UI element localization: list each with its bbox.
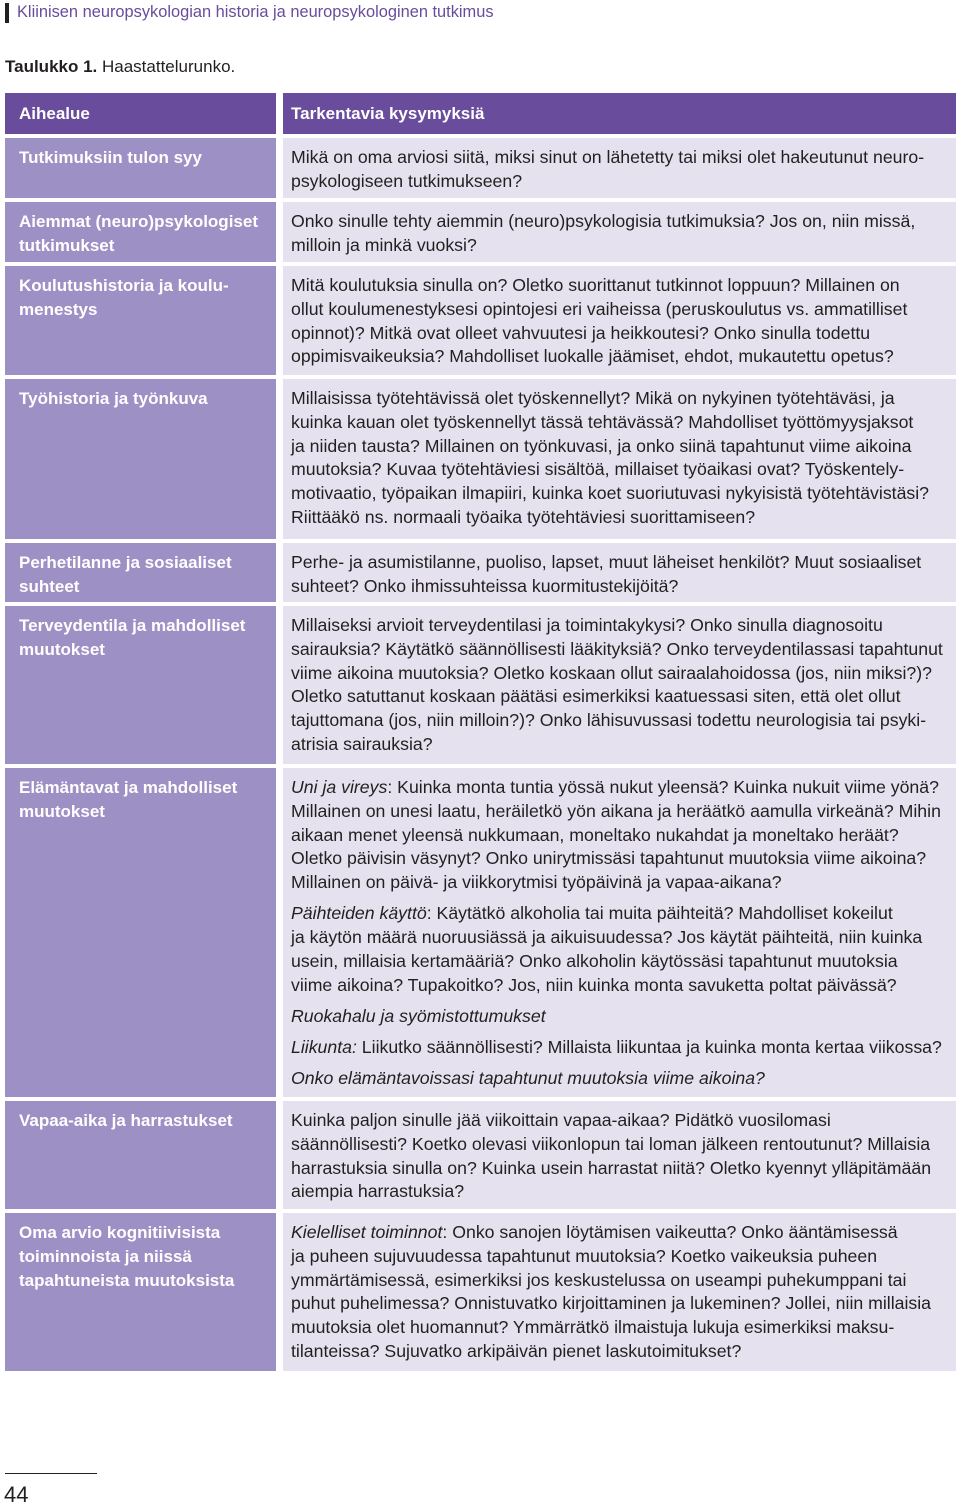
questions-paragraph xyxy=(291,1036,952,1060)
question-line: sairauksia? Käytätkö säännöllisesti lääkityksiä? Onko terveydentilassasi tapahtunut xyxy=(291,638,943,659)
question-line: viime aikoina? Tupakoitko? Jos, niin kuinka monta savuketta poltat päivässä? xyxy=(291,974,897,995)
topic-line: Työhistoria ja työnkuva xyxy=(19,389,208,408)
questions-paragraph xyxy=(291,902,952,997)
table-row xyxy=(5,379,956,539)
questions-cell xyxy=(283,543,956,602)
table-caption-title: Haastattelurunko. xyxy=(102,57,236,76)
question-line: aiempia harrastuksia? xyxy=(291,1181,465,1202)
topic-line: Vapaa-aika ja harrastukset xyxy=(19,1111,233,1130)
question-line xyxy=(291,1036,952,1060)
column-header-questions-label: Tarkentavia kysymyksiä xyxy=(291,104,485,123)
question-line: milloin ja minkä vuoksi? xyxy=(291,234,477,255)
question-line: Millainen on päivä- ja viikkorytmisi työpäivinä ja vapaa-aikana? xyxy=(291,872,782,893)
question-text: : Käytätkö alkoholia tai muita päihteitä? Mahdolliset kokeilut xyxy=(426,903,893,924)
question-line: ollut koulumenestyksesi opintojesi eri vaiheissa (peruskoulutus vs. ammatilliset xyxy=(291,298,908,319)
questions-paragraph xyxy=(291,614,952,757)
question-line: Millainen on unesi laatu, heräiletkö yön aikana ja heräätkö aamulla virkeänä? Mihin xyxy=(291,800,941,821)
question-line xyxy=(291,1221,952,1245)
table-caption-label: Taulukko 1. xyxy=(5,57,98,76)
table-header-row xyxy=(5,93,956,134)
question-text: : Onko sanojen löytämisen vaikeutta? Onko ääntämisessä xyxy=(442,1222,898,1242)
question-line: Oletko päivisin väsynyt? Onko unirytmissäsi tapahtunut muutoksia viime aikoina? xyxy=(291,848,927,869)
question-line: ja puheen sujuvuudessa tapahtunut muutoksia? Koetko vaikeuksia puheen xyxy=(291,1245,878,1266)
topic-line: Elämäntavat ja mahdolliset xyxy=(19,778,238,797)
question-line: opinnot)? Mitkä ovat olleet vahvuutesi ja heikkoutesi? Onko sinulla todettu xyxy=(291,322,871,343)
questions-paragraph xyxy=(291,210,952,258)
topic-cell xyxy=(5,543,276,602)
questions-cell xyxy=(283,1213,956,1371)
question-line: ja niiden tausta? Millainen on työnkuvasi, ja onko siinä tapahtunut viime aikoina xyxy=(291,435,912,456)
table-row xyxy=(5,138,956,198)
table-row xyxy=(5,543,956,602)
question-line: muutoksia? Kuvaa työtehtäviesi sisältöä, millaiset työaikasi ovat? Työskentely- xyxy=(291,459,905,480)
question-line: motivaatio, työpaikan ilmapiiri, kuinka koet suoriutuvasi nykyisistä työtehtävistäsi? xyxy=(291,483,930,504)
questions-paragraph xyxy=(291,551,952,599)
question-line xyxy=(291,1005,952,1029)
question-line xyxy=(291,1067,952,1091)
topic-cell xyxy=(5,138,276,198)
footer-rule xyxy=(5,1473,97,1474)
question-line: tilanteissa? Sujuvatko arkipäivän pienet laskutoimitukset? xyxy=(291,1340,742,1361)
question-line: Mitä koulutuksia sinulla on? Oletko suorittanut tutkinnot loppuun? Millainen on xyxy=(291,275,900,295)
table-row xyxy=(5,202,956,262)
topic-line: muutokset xyxy=(19,639,105,659)
questions-paragraph xyxy=(291,1221,952,1364)
topic-line: suhteet xyxy=(19,576,80,596)
questions-paragraph xyxy=(291,1067,952,1091)
subtopic-label: Kielelliset toiminnot xyxy=(291,1222,443,1242)
question-line: psykologiseen tutkimukseen? xyxy=(291,170,523,191)
page-number: 44 xyxy=(4,1482,29,1507)
subtopic-label: Ruokahalu ja syömistottumukset xyxy=(291,1005,546,1026)
column-header-questions xyxy=(283,93,956,134)
question-line xyxy=(291,776,952,800)
topic-cell xyxy=(5,1101,276,1209)
topic-line: Terveydentila ja mahdolliset xyxy=(19,616,246,635)
question-line: puhut puhelimessa? Onnistuvatko kirjoittaminen ja lukeminen? Jollei, niin millaisia xyxy=(291,1293,932,1314)
subtopic-label: Onko elämäntavoissasi tapahtunut muutoksia viime aikoina? xyxy=(291,1067,765,1088)
table-row xyxy=(5,266,956,375)
question-line: Kuinka paljon sinulle jää viikoittain vapaa-aikaa? Pidätkö vuosilomasi xyxy=(291,1110,831,1130)
question-line: muutoksia olet huomannut? Ymmärrätkö ilmaistuja lukuja esimerkiksi maksu- xyxy=(291,1317,895,1338)
questions-paragraph xyxy=(291,387,952,530)
running-header-bar xyxy=(5,3,9,23)
topic-line: Tutkimuksiin tulon syy xyxy=(19,148,202,167)
topic-line: muutokset xyxy=(19,801,105,821)
questions-paragraph xyxy=(291,274,952,369)
questions-paragraph xyxy=(291,1005,952,1029)
questions-paragraph xyxy=(291,146,952,194)
question-line: ja käytön määrä nuoruusiässä ja aikuisuudessa? Jos käytät päihteitä, niin kuinka xyxy=(291,926,923,947)
question-line: Oletko satuttanut koskaan päätäsi esimerkiksi kaatuessasi siten, että olet ollut xyxy=(291,686,901,707)
topic-line: Oma arvio kognitiivisista xyxy=(19,1223,221,1242)
questions-cell xyxy=(283,202,956,262)
topic-line: Koulutushistoria ja koulu- xyxy=(19,276,229,295)
questions-cell xyxy=(283,138,956,198)
question-line: Perhe- ja asumistilanne, puoliso, lapset, muut läheiset henkilöt? Muut sosiaaliset xyxy=(291,552,922,572)
question-line: harrastuksia sinulla on? Kuinka usein harrastat niitä? Oletko kyennyt ylläpitämään xyxy=(291,1157,932,1178)
topic-line: toiminnoista ja niissä xyxy=(19,1246,192,1266)
question-line: Millaisissa työtehtävissä olet työskennellyt? Mikä on nykyinen työtehtäväsi, ja xyxy=(291,388,895,408)
question-line: Millaiseksi arvioit terveydentilasi ja toimintakykysi? Onko sinulla diagnosoitu xyxy=(291,615,883,635)
questions-paragraph xyxy=(291,776,952,895)
topic-cell xyxy=(5,606,276,764)
question-line: aikaan menet yleensä nukkumaan, moneltako nukahdat ja moneltako heräät? xyxy=(291,824,899,845)
topic-cell xyxy=(5,266,276,375)
running-header-title: Kliinisen neuropsykologian historia ja neuropsykologinen tutkimus xyxy=(17,3,494,21)
question-line: Onko sinulle tehty aiemmin (neuro)psykologisia tutkimuksia? Jos on, niin missä, xyxy=(291,211,916,231)
question-line: kuinka kauan olet työskennellyt tässä tehtävässä? Mahdolliset työttömyysjaksot xyxy=(291,411,914,432)
question-line: oppimisvaikeuksia? Mahdolliset luokalle jäämiset, ehdot, mukautettu opetus? xyxy=(291,346,894,367)
column-header-topic xyxy=(5,93,276,134)
topic-line: Aiemmat (neuro)psykologiset xyxy=(19,212,258,231)
topic-cell xyxy=(5,379,276,539)
question-line: suhteet? Onko ihmissuhteissa kuormitustekijöitä? xyxy=(291,575,679,596)
questions-cell xyxy=(283,606,956,764)
question-line: tajuttomana (jos, niin milloin?)? Onko lähisuvussasi todettu neurologisia tai psyki- xyxy=(291,710,927,731)
topic-line: tapahtuneista muutoksista xyxy=(19,1270,235,1290)
question-line: Mikä on oma arviosi siitä, miksi sinut on lähetetty tai miksi olet hakeutunut neuro- xyxy=(291,147,925,167)
question-line: viime aikoina muutoksia? Oletko koskaan ollut sairaalahoidossa (jos, niin miksi?)? xyxy=(291,662,932,683)
table-caption xyxy=(5,56,235,78)
subtopic-label: Uni ja vireys xyxy=(291,777,388,797)
question-text: : Kuinka monta tuntia yössä nukut yleensä? Kuinka nukuit viime yönä? xyxy=(387,777,939,797)
question-line: ymmärtämisessä, esimerkiksi jos keskustelussa on useampi puhekumppani tai xyxy=(291,1269,907,1290)
interview-table xyxy=(5,93,956,1371)
topic-cell xyxy=(5,768,276,1097)
topic-line: tutkimukset xyxy=(19,235,115,255)
questions-cell xyxy=(283,1101,956,1209)
topic-cell xyxy=(5,202,276,262)
question-line: säännöllisesti? Koetko olevasi viikonlopun tai loman jälkeen rentoutunut? Millaisia xyxy=(291,1133,931,1154)
questions-cell xyxy=(283,768,956,1097)
questions-cell xyxy=(283,266,956,375)
column-header-topic-label: Aihealue xyxy=(19,104,90,123)
topic-line: menestys xyxy=(19,299,98,319)
table-row xyxy=(5,1101,956,1209)
question-line: Riittääkö ns. normaali työaika työtehtäviesi suorittamiseen? xyxy=(291,506,756,527)
questions-paragraph xyxy=(291,1109,952,1204)
topic-line: Perhetilanne ja sosiaaliset xyxy=(19,553,232,572)
subtopic-label: Päihteiden käyttö xyxy=(291,903,427,924)
question-text: Liikutko säännöllisesti? Millaista liikuntaa ja kuinka monta kertaa viikossa? xyxy=(356,1036,942,1057)
table-row xyxy=(5,1213,956,1371)
topic-cell xyxy=(5,1213,276,1371)
table-row xyxy=(5,606,956,764)
questions-cell xyxy=(283,379,956,539)
running-header xyxy=(5,2,494,23)
question-line xyxy=(291,902,952,926)
question-line: usein, millaisia kertamääriä? Onko alkoholin käytössäsi tapahtunut muutoksia xyxy=(291,950,898,971)
table-row xyxy=(5,768,956,1097)
subtopic-label: Liikunta: xyxy=(291,1036,357,1057)
question-line: atrisia sairauksia? xyxy=(291,733,433,754)
